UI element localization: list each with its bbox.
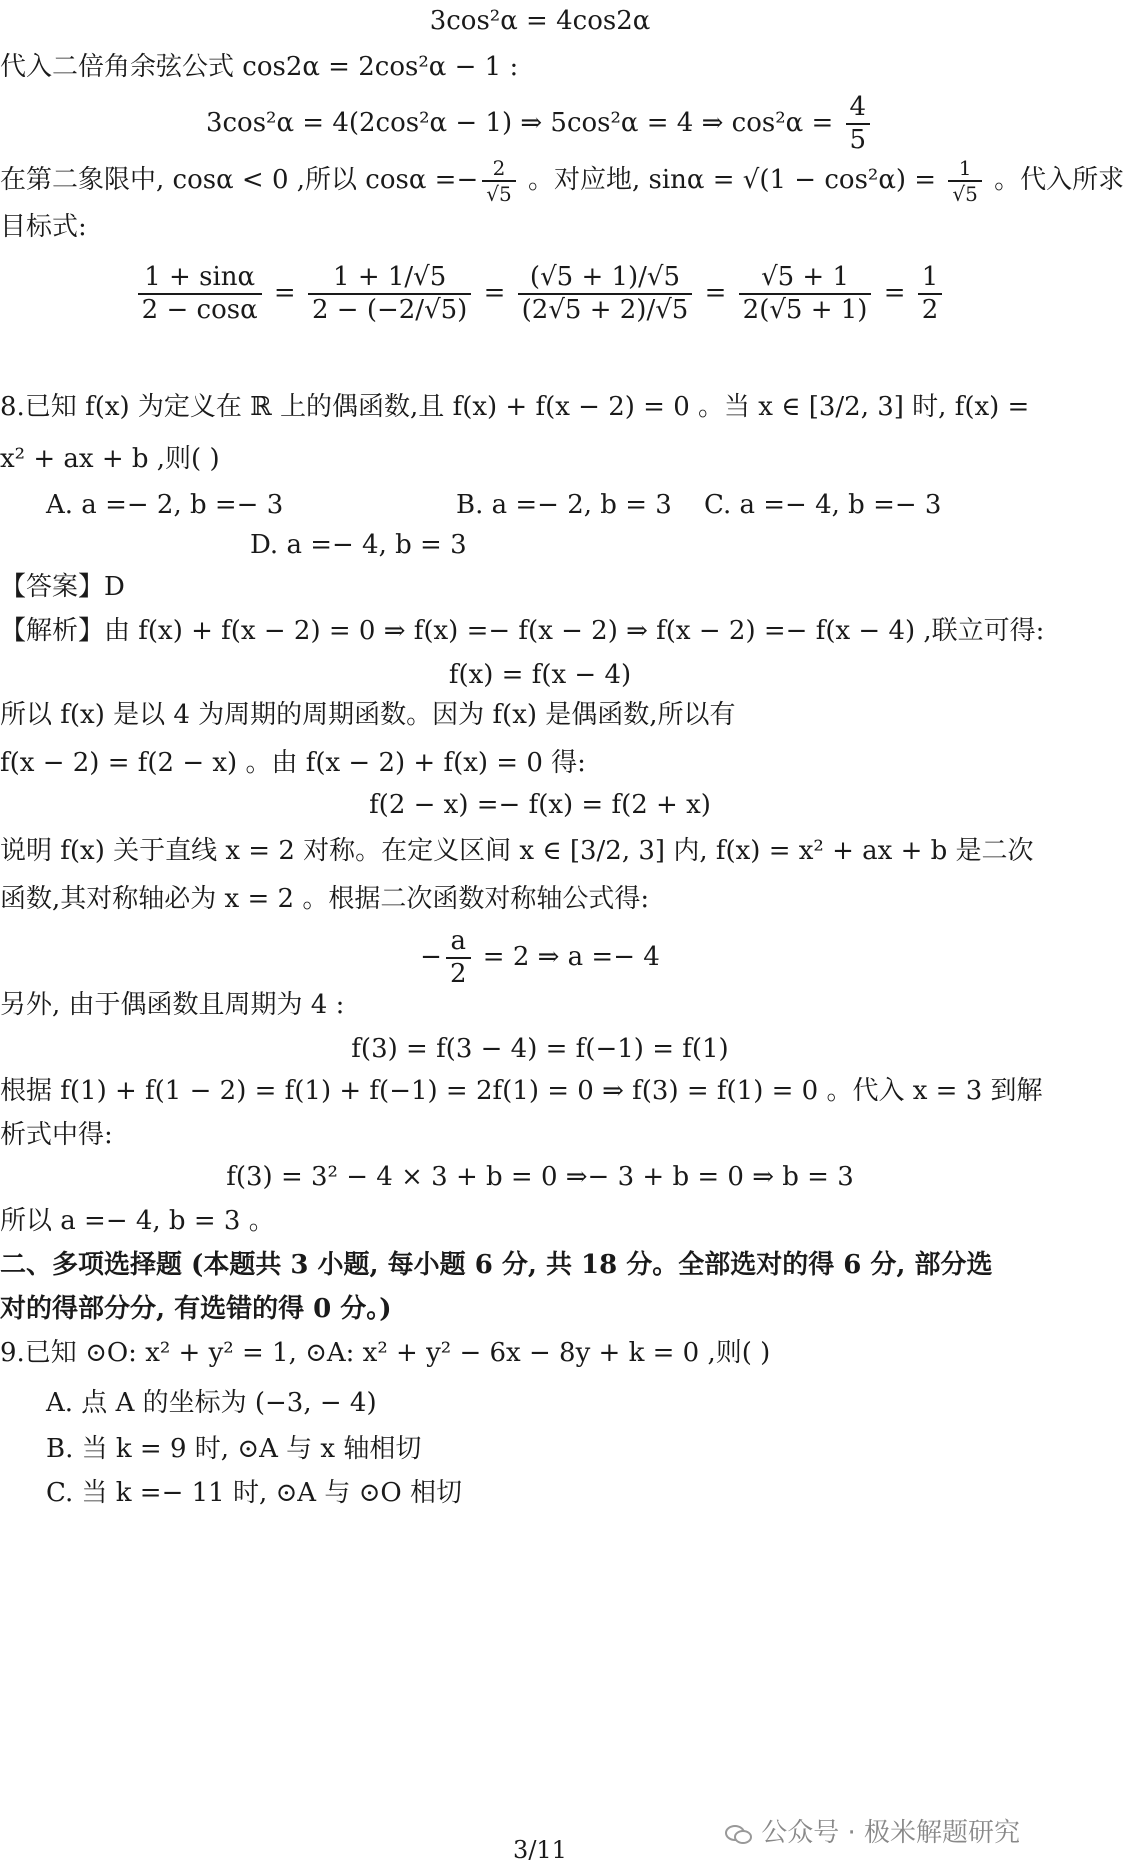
- fraction-denominator: √5: [486, 182, 512, 206]
- equation-line: [0, 262, 1080, 326]
- section-heading-cont: 对的得部分分, 有选错的得 0 分。): [0, 1294, 392, 1324]
- text-line: [0, 156, 1124, 206]
- section-heading: 二、多项选择题 (本题共 3 小题, 每小题 6 分, 共 18 分。全部选对的得 6 分, 部分选: [0, 1250, 993, 1280]
- minus-sign: −: [420, 942, 442, 973]
- question-8-stem-cont: x² + ax + b ,则( ): [0, 444, 220, 474]
- text-segment: 在第二象限中, cosα < 0 ,所以 cosα =−: [0, 165, 479, 195]
- fraction-numerator: 1: [918, 262, 943, 295]
- fraction-denominator: 2: [449, 959, 467, 990]
- fraction: [482, 156, 515, 206]
- fraction-denominator: 5: [849, 125, 867, 156]
- question-9-stem: 9.已知 ⊙O: x² + y² = 1, ⊙A: x² + y² − 6x − 8y + k = 0 ,则( ): [0, 1338, 771, 1368]
- fraction-denominator: (2√5 + 2)/√5: [521, 295, 689, 326]
- fraction-denominator: √5: [952, 182, 978, 206]
- equation-line: f(x) = f(x − 4): [448, 660, 632, 690]
- analysis-line: 析式中得:: [0, 1120, 113, 1150]
- option-b: B. a =− 2, b = 3: [456, 490, 672, 520]
- option-c: C. a =− 4, b =− 3: [704, 490, 942, 520]
- page-number: 3/11: [513, 1836, 567, 1864]
- equation-line: 3cos²α = 4cos2α: [429, 6, 651, 36]
- fraction-numerator: 1 + 1/√5: [308, 262, 471, 295]
- analysis-line: 根据 f(1) + f(1 − 2) = f(1) + f(−1) = 2f(1) = 0 ⇒ f(3) = f(1) = 0 。代入 x = 3 到解: [0, 1076, 1043, 1106]
- q9-option-a: A. 点 A 的坐标为 (−3, − 4): [46, 1388, 377, 1418]
- analysis-line: 说明 f(x) 关于直线 x = 2 对称。在定义区间 x ∈ [3/2, 3] 内, f(x) = x² + ax + b 是二次: [0, 836, 1034, 866]
- text-segment: 。对应地, sinα = √(1 − cos²α) =: [519, 165, 945, 195]
- text-line: 代入二倍角余弦公式 cos2α = 2cos²α − 1 :: [0, 52, 519, 82]
- fraction-numerator: 1 + sinα: [138, 262, 262, 295]
- q9-option-b: B. 当 k = 9 时, ⊙A 与 x 轴相切: [46, 1434, 422, 1464]
- equation-text: 3cos²α = 4(2cos²α − 1) ⇒ 5cos²α = 4 ⇒ cos²α =: [205, 108, 842, 139]
- equation-text: = 2 ⇒ a =− 4: [474, 942, 660, 973]
- equals-sign: =: [273, 278, 296, 309]
- fraction-denominator: 2 − (−2/√5): [311, 295, 468, 326]
- fraction: [918, 262, 943, 326]
- fraction-numerator: 1: [948, 156, 981, 182]
- fraction: [308, 262, 471, 326]
- fraction: [446, 926, 471, 990]
- analysis-line: 所以 a =− 4, b = 3 。: [0, 1206, 275, 1236]
- fraction: [138, 262, 262, 326]
- analysis-line: 所以 f(x) 是以 4 为周期的周期函数。因为 f(x) 是偶函数,所以有: [0, 700, 736, 730]
- fraction-numerator: 4: [846, 92, 871, 125]
- analysis-line: f(x − 2) = f(2 − x) 。由 f(x − 2) + f(x) = 0 得:: [0, 748, 586, 778]
- fraction-denominator: 2 − cosα: [141, 295, 258, 326]
- equation-line: f(3) = 3² − 4 × 3 + b = 0 ⇒− 3 + b = 0 ⇒ b = 3: [226, 1162, 854, 1192]
- text-line: 目标式:: [0, 212, 87, 242]
- fraction: [739, 262, 872, 326]
- q9-option-c: C. 当 k =− 11 时, ⊙A 与 ⊙O 相切: [46, 1478, 462, 1508]
- answer-line: 【答案】D: [0, 572, 125, 602]
- option-d: D. a =− 4, b = 3: [250, 530, 467, 560]
- fraction: [518, 262, 693, 326]
- analysis-line: 函数,其对称轴必为 x = 2 。根据二次函数对称轴公式得:: [0, 884, 650, 914]
- question-8-stem: 8.已知 f(x) 为定义在 ℝ 上的偶函数,且 f(x) + f(x − 2) = 0 。当 x ∈ [3/2, 3] 时, f(x) =: [0, 392, 1030, 422]
- fraction-denominator: 2: [921, 295, 939, 326]
- equation-line: f(2 − x) =− f(x) = f(2 + x): [369, 790, 711, 820]
- equals-sign: =: [883, 278, 906, 309]
- text-segment: 。代入所求: [985, 165, 1124, 195]
- fraction-denominator: 2(√5 + 1): [742, 295, 868, 326]
- fraction-numerator: 2: [482, 156, 515, 182]
- analysis-line: 【解析】由 f(x) + f(x − 2) = 0 ⇒ f(x) =− f(x − 2) ⇒ f(x − 2) =− f(x − 4) ,联立可得:: [0, 616, 1045, 646]
- fraction: [948, 156, 981, 206]
- equals-sign: =: [483, 278, 506, 309]
- equals-sign: =: [704, 278, 727, 309]
- equation-line: [0, 926, 1080, 990]
- analysis-line: 另外, 由于偶函数且周期为 4 :: [0, 990, 345, 1020]
- fraction-numerator: (√5 + 1)/√5: [518, 262, 693, 295]
- fraction-numerator: √5 + 1: [739, 262, 872, 295]
- equation-line: [0, 92, 1080, 156]
- option-a: A. a =− 2, b =− 3: [46, 490, 284, 520]
- equation-line: f(3) = f(3 − 4) = f(−1) = f(1): [351, 1034, 729, 1064]
- fraction: [846, 92, 871, 156]
- fraction-numerator: a: [446, 926, 471, 959]
- watermark-text: 公众号 · 极米解题研究: [761, 1818, 1020, 1848]
